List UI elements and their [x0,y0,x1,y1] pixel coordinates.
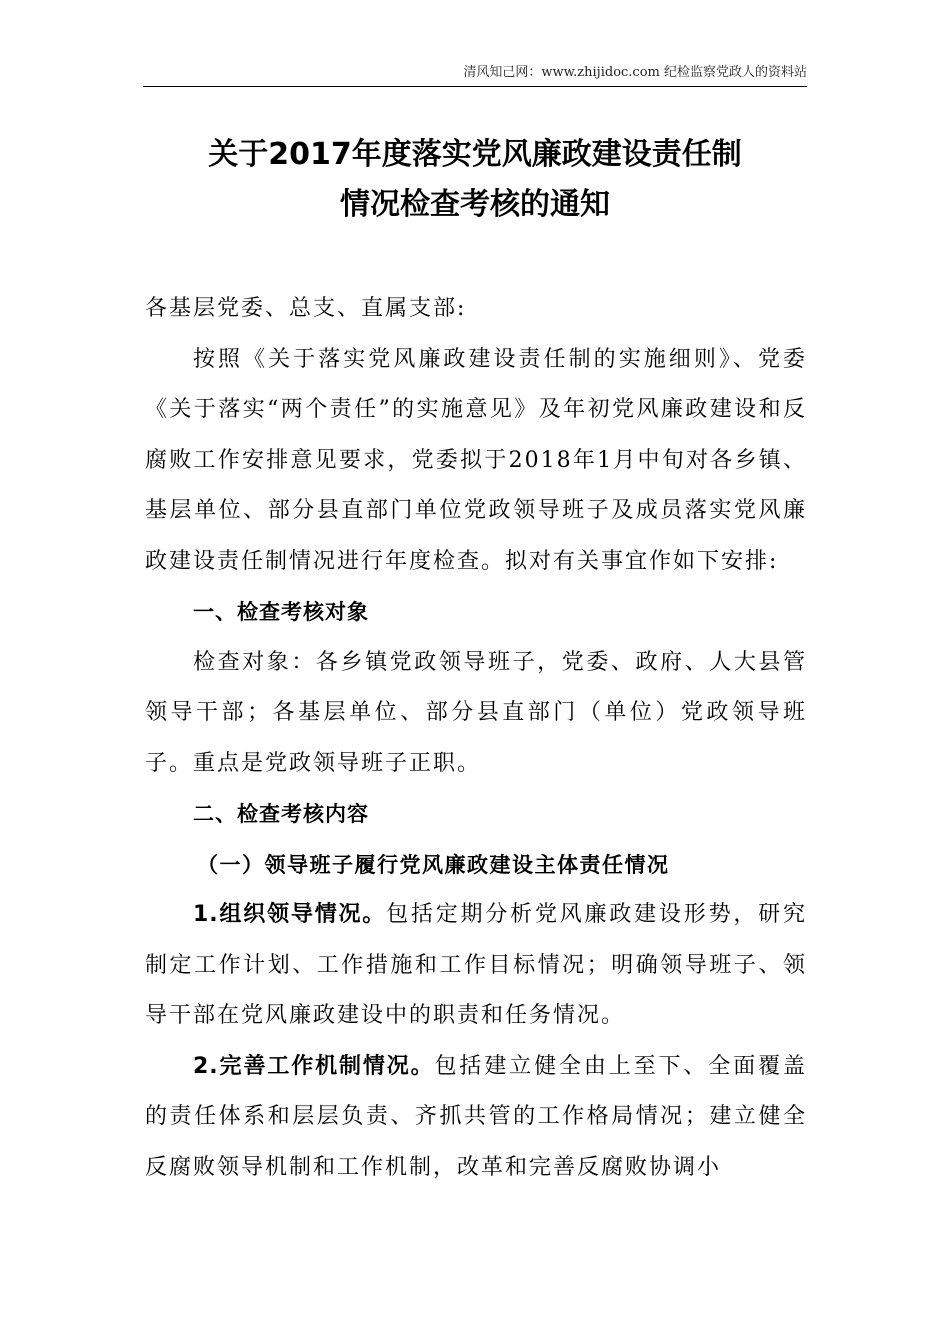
section-1-paragraph: 检查对象：各乡镇党政领导班子，党委、政府、人大县管领导干部；各基层单位、部分县直部门（单位）党政领导班子。重点是党政领导班子正职。 [145,649,807,776]
title-line-2: 情况检查考核的通知 [340,187,610,222]
header-rule [143,86,807,87]
subsection-1-heading: （一）领导班子履行党风廉政建设主体责任情况 [197,851,670,877]
item-2-text: 包括建立健全由上至下、全面覆盖的责任体系和层层负责、齐抓共管的工作格局情况；建立健全反腐败领导机制和工作机制，改革和完善反腐败协调小 [145,1053,807,1180]
item-1-lead: 1.组织领导情况。 [193,902,387,927]
document-body [145,284,807,1193]
section-2-heading: 二、检查考核内容 [193,802,369,826]
section-1-heading: 一、检查考核对象 [193,600,369,624]
intro-paragraph: 按照《关于落实党风廉政建设责任制的实施细则》、党委《关于落实“两个责任”的实施意见》及年初党风廉政建设和反腐败工作安排意见要求，党委拟于2018年1月中旬对各乡镇、基层单位、部分县直部门单位党政领导班子及成员落实党风廉政建设责任制情况进行年度检查。拟对有关事宜作如下安排: [145,346,807,574]
page-header: 清风知己网：www.zhijidoc.com 纪检监察党政人的资料站 [463,65,807,80]
item-1-paragraph [145,890,807,1042]
title-line-1: 关于2017年度落实党风廉政建设责任制 [208,137,742,172]
salutation: 各基层党委、总支、直属支部: [145,296,467,321]
document-title [143,130,807,230]
item-1-text: 包括定期分析党风廉政建设形势，研究制定工作计划、工作措施和工作目标情况；明确领导班子、领导干部在党风廉政建设中的职责和任务情况。 [145,902,807,1028]
item-2-lead: 2.完善工作机制情况。 [193,1053,435,1079]
item-2-paragraph [145,1042,807,1194]
